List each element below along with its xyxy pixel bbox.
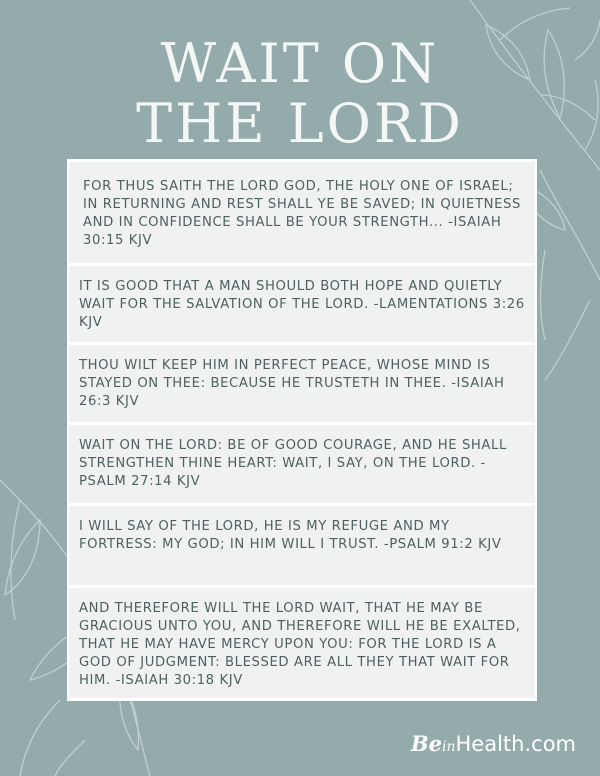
verse-card: AND THEREFORE WILL THE LORD WAIT, THAT HE MAY BE GRACIOUS UNTO YOU, AND THEREFORE WILL HE BE EXALTED, THAT HE MAY HAVE MERCY UPON YOU: FOR THE LORD IS A GOD OF JUDGMENT: BLESSED ARE ALL THEY THAT WAIT FOR HIM. -ISAIAH 30:18 KJV bbox=[69, 588, 535, 698]
brand-rest: Health.com bbox=[455, 732, 576, 756]
page-title bbox=[0, 34, 600, 154]
verse-list bbox=[67, 159, 537, 701]
brand-be: Be bbox=[410, 731, 443, 756]
verse-card: FOR THUS SAITH THE LORD GOD, THE HOLY ONE OF ISRAEL; IN RETURNING AND REST SHALL YE BE SAVED; IN QUIETNESS AND IN CONFIDENCE SHALL BE YOUR STRENGTH... -ISAIAH 30:15 KJV bbox=[69, 162, 535, 263]
brand-logo bbox=[411, 731, 576, 756]
brand-in: in bbox=[442, 739, 456, 755]
title-line-2: THE LORD bbox=[136, 92, 464, 155]
verse-card: IT IS GOOD THAT A MAN SHOULD BOTH HOPE AND QUIETLY WAIT FOR THE SALVATION OF THE LORD. -LAMENTATIONS 3:26 KJV bbox=[69, 266, 535, 342]
verse-card: THOU WILT KEEP HIM IN PERFECT PEACE, WHOSE MIND IS STAYED ON THEE: BECAUSE HE TRUSTETH IN THEE. -ISAIAH 26:3 KJV bbox=[69, 345, 535, 423]
verse-card: I WILL SAY OF THE LORD, HE IS MY REFUGE AND MY FORTRESS: MY GOD; IN HIM WILL I TRUST. -PSALM 91:2 KJV bbox=[69, 506, 535, 585]
title-line-1: WAIT ON bbox=[160, 32, 440, 95]
verse-card: WAIT ON THE LORD: BE OF GOOD COURAGE, AND HE SHALL STRENGTHEN THINE HEART: WAIT, I SAY, ON THE LORD. -PSALM 27:14 KJV bbox=[69, 425, 535, 503]
